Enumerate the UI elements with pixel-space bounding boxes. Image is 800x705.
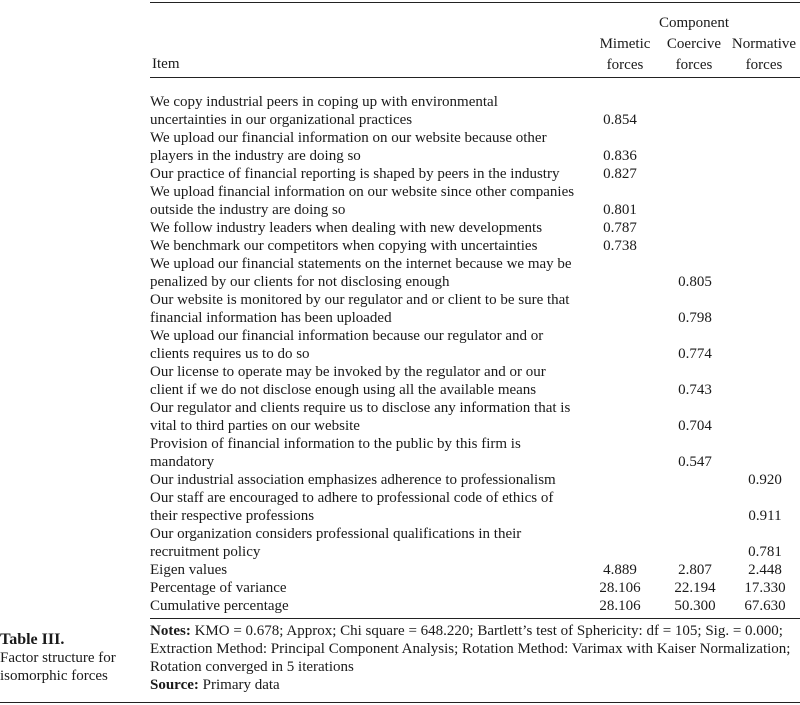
item-text-line: uncertainties in our organizational practices <box>150 112 413 128</box>
table-row <box>150 291 800 327</box>
table-row <box>150 489 800 525</box>
table-caption <box>0 631 150 685</box>
mimetic-value: 0.787 <box>603 220 637 236</box>
header-normative-line1: Normative <box>731 36 797 52</box>
item-text-line: financial information has been uploaded <box>150 310 392 326</box>
source-text: Primary data <box>198 677 280 693</box>
item-text-line: Our industrial association emphasizes adherence to professionalism <box>150 472 556 488</box>
item-cell <box>150 237 580 255</box>
coercive-value: 0.774 <box>678 346 712 362</box>
coercive-value: 0.805 <box>678 274 712 290</box>
normative-value: 2.448 <box>748 562 782 578</box>
item-text-line: We upload our financial information because our regulator and or <box>150 328 544 344</box>
table-row <box>150 579 800 597</box>
normative-value <box>730 255 800 291</box>
coercive-value <box>660 165 730 183</box>
table-row <box>150 183 800 219</box>
mimetic-value: 0.827 <box>603 166 637 182</box>
source-line <box>150 676 800 694</box>
header-mimetic-line1: Mimetic <box>599 36 651 52</box>
notes-line-1 <box>150 622 800 640</box>
table-row <box>150 165 800 183</box>
notes-line-3: Rotation converged in 5 iterations <box>150 659 354 675</box>
item-text-line: We upload financial information on our website since other companies <box>150 184 575 200</box>
normative-value <box>730 219 800 237</box>
table-row <box>150 471 800 489</box>
item-text-line: client if we do not disclose enough using all the available means <box>150 382 537 398</box>
normative-value: 0.920 <box>748 472 782 488</box>
item-text-line: We upload our financial statements on the internet because we may be <box>150 256 572 272</box>
mimetic-value <box>580 255 660 291</box>
item-cell <box>150 327 580 363</box>
table-row <box>150 93 800 129</box>
item-cell <box>150 219 580 237</box>
normative-value <box>730 93 800 129</box>
header-normative-line2: forces <box>745 57 783 73</box>
mimetic-value: 28.106 <box>599 598 641 614</box>
table-row <box>150 597 800 615</box>
item-cell <box>150 291 580 327</box>
table-notes <box>150 622 800 694</box>
header-coercive <box>652 34 736 76</box>
coercive-value: 0.547 <box>678 454 712 470</box>
item-cell <box>150 93 580 129</box>
mimetic-value <box>580 525 660 561</box>
header-coercive-line1: Coercive <box>666 36 722 52</box>
item-text-line: We benchmark our competitors when copying with uncertainties <box>150 238 538 254</box>
notes-label: Notes: <box>150 623 191 639</box>
item-cell <box>150 435 580 471</box>
coercive-value: 50.300 <box>674 598 716 614</box>
coercive-value: 0.704 <box>678 418 712 434</box>
item-cell <box>150 183 580 219</box>
factor-table <box>150 93 800 615</box>
item-cell <box>150 561 580 579</box>
table-row <box>150 219 800 237</box>
coercive-value <box>660 219 730 237</box>
item-text-line: We follow industry leaders when dealing with new developments <box>150 220 543 236</box>
normative-value <box>730 435 800 471</box>
coercive-value <box>660 489 730 525</box>
normative-value: 17.330 <box>744 580 786 596</box>
normative-value: 67.630 <box>744 598 786 614</box>
coercive-value <box>660 237 730 255</box>
item-text-line: We copy industrial peers in coping up with environmental <box>150 94 498 110</box>
normative-value <box>730 399 800 435</box>
source-label: Source: <box>150 677 199 693</box>
mimetic-value <box>580 399 660 435</box>
item-text-line: Our website is monitored by our regulator and or client to be sure that <box>150 292 570 308</box>
mimetic-value: 0.836 <box>603 148 637 164</box>
table-row <box>150 525 800 561</box>
mimetic-value: 4.889 <box>603 562 637 578</box>
item-text-line: Our license to operate may be invoked by the regulator and or our <box>150 364 546 380</box>
normative-value <box>730 291 800 327</box>
caption-title: Table III. <box>0 631 65 648</box>
coercive-value <box>660 93 730 129</box>
mimetic-value: 0.738 <box>603 238 637 254</box>
normative-value <box>730 165 800 183</box>
normative-value <box>730 129 800 165</box>
item-cell <box>150 471 580 489</box>
item-cell <box>150 525 580 561</box>
item-cell <box>150 165 580 183</box>
normative-value <box>730 183 800 219</box>
item-text-line: Our staff are encouraged to adhere to professional code of ethics of <box>150 490 554 506</box>
normative-value <box>730 237 800 255</box>
mimetic-value: 0.801 <box>603 202 637 218</box>
item-cell <box>150 597 580 615</box>
mimetic-value <box>580 489 660 525</box>
item-text-line: Our regulator and clients require us to disclose any information that is <box>150 400 571 416</box>
item-text-line: players in the industry are doing so <box>150 148 361 164</box>
coercive-value <box>660 183 730 219</box>
header-rule <box>150 77 800 78</box>
table-body-rule <box>150 618 800 619</box>
item-text-line: Eigen values <box>150 562 228 578</box>
mimetic-value <box>580 327 660 363</box>
normative-value <box>730 363 800 399</box>
item-text-line: Provision of financial information to the public by this firm is <box>150 436 521 452</box>
item-text-line: clients requires us to do so <box>150 346 310 362</box>
caption-line-1: Factor structure for <box>0 650 116 666</box>
mimetic-value <box>580 435 660 471</box>
item-cell <box>150 255 580 291</box>
item-cell <box>150 489 580 525</box>
header-mimetic-line2: forces <box>606 57 644 73</box>
item-cell <box>150 399 580 435</box>
header-coercive-line2: forces <box>675 57 713 73</box>
header-normative <box>726 34 800 76</box>
coercive-value: 2.807 <box>678 562 712 578</box>
normative-value: 0.911 <box>748 508 782 524</box>
caption-line-2: isomorphic forces <box>0 668 108 684</box>
item-text-line: We upload our financial information on our website because other <box>150 130 547 146</box>
item-text-line: outside the industry are doing so <box>150 202 346 218</box>
table-row <box>150 129 800 165</box>
table-row <box>150 399 800 435</box>
item-cell <box>150 129 580 165</box>
table-row <box>150 327 800 363</box>
coercive-value: 0.798 <box>678 310 712 326</box>
mimetic-value <box>580 291 660 327</box>
table-row <box>150 561 800 579</box>
item-text-line: their respective professions <box>150 508 315 524</box>
coercive-value: 22.194 <box>674 580 716 596</box>
item-text-line: Percentage of variance <box>150 580 287 596</box>
mimetic-value <box>580 363 660 399</box>
coercive-value <box>660 525 730 561</box>
header-item: Item <box>152 56 180 72</box>
item-text-line: Our organization considers professional qualifications in their <box>150 526 522 542</box>
mimetic-value: 0.854 <box>603 112 637 128</box>
item-text-line: penalized by our clients for not disclosing enough <box>150 274 450 290</box>
notes-text-1: KMO = 0.678; Approx; Chi square = 648.220; Bartlett’s test of Sphericity: df = 105; Sig. = 0.000; <box>190 623 783 639</box>
item-cell <box>150 579 580 597</box>
table-row <box>150 435 800 471</box>
coercive-value <box>660 129 730 165</box>
header-component: Component <box>659 15 729 31</box>
notes-line-2: Extraction Method: Principal Component Analysis; Rotation Method: Varimax with Kaiser Normalization; <box>150 641 791 657</box>
page-bottom-rule <box>0 702 800 703</box>
item-text-line: Cumulative percentage <box>150 598 289 614</box>
item-text-line: mandatory <box>150 454 215 470</box>
item-cell <box>150 363 580 399</box>
item-text-line: Our practice of financial reporting is shaped by peers in the industry <box>150 166 560 182</box>
table-row <box>150 363 800 399</box>
coercive-value: 0.743 <box>678 382 712 398</box>
table-row <box>150 237 800 255</box>
table-top-rule <box>150 2 800 3</box>
coercive-value <box>660 471 730 489</box>
item-text-line: recruitment policy <box>150 544 261 560</box>
mimetic-value: 28.106 <box>599 580 641 596</box>
normative-value <box>730 327 800 363</box>
mimetic-value <box>580 471 660 489</box>
table-row <box>150 255 800 291</box>
normative-value: 0.781 <box>748 544 782 560</box>
item-text-line: vital to third parties on our website <box>150 418 360 434</box>
